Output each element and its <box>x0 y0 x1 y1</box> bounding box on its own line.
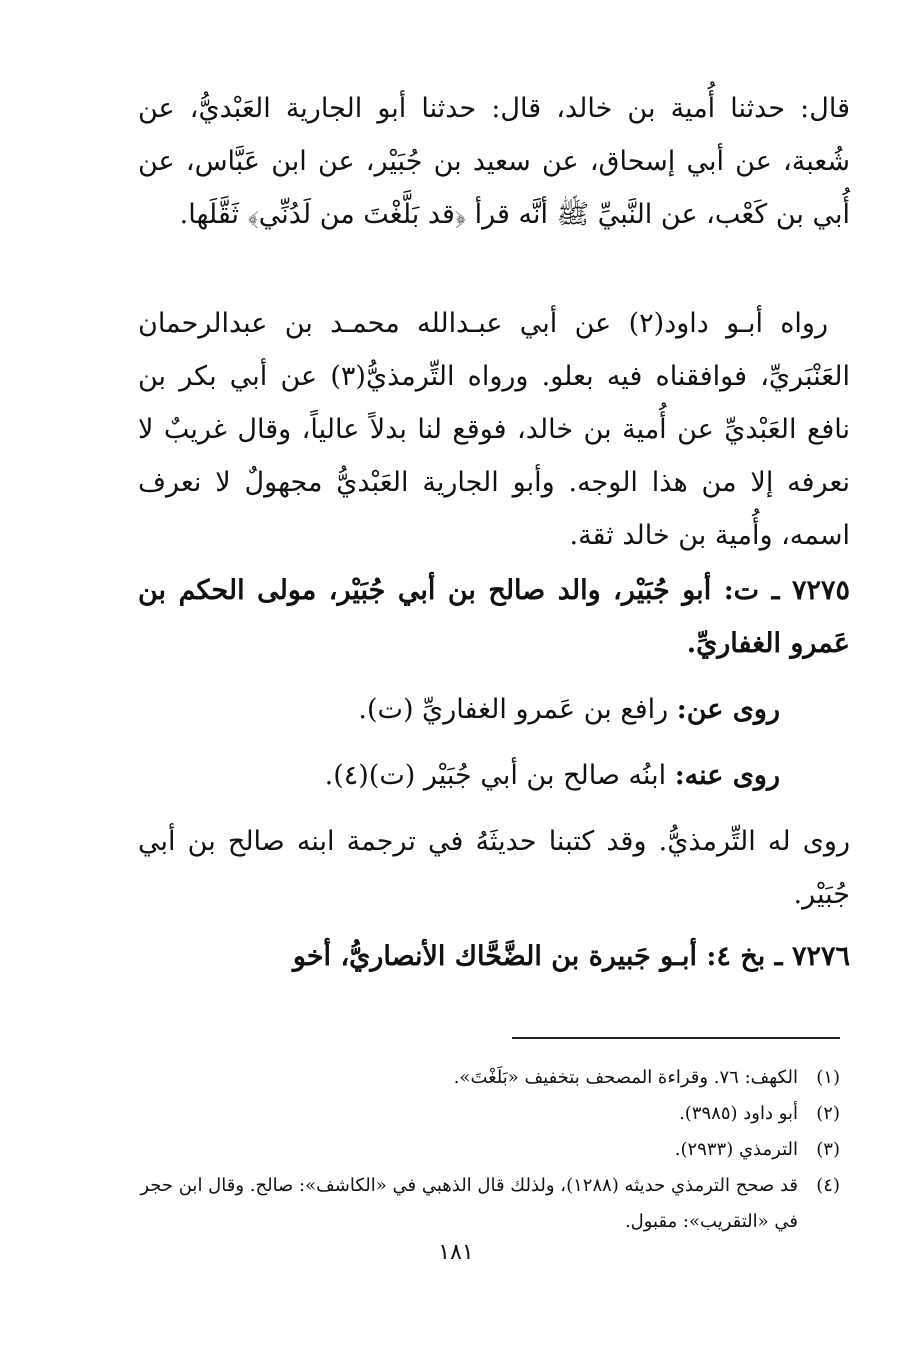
footnote-number: (٤) <box>816 1175 840 1196</box>
entry-7275: ٧٢٧٥ ـ ت: أبو جُبَيْر، والد صالح بن أبي جُبَيْر، مولى الحكم بن عَمرو الغفاريِّ. <box>138 575 850 659</box>
narrated-by-label: روى عنه: <box>674 760 780 791</box>
page-number: ١٨١ <box>438 1240 474 1265</box>
narrated-by-text: ابنُه صالح بن أبي جُبَيْر (ت)(٤). <box>324 760 675 791</box>
footnotes <box>130 1060 840 1240</box>
footnote-number: (٢) <box>816 1103 840 1124</box>
footnote-text: قد صحح الترمذي حديثه (١٢٨٨)، ولذلك قال الذهبي في «الكاشف»: صالح. وقال ابن حجر في «التقريب»: مقبول. <box>140 1175 798 1232</box>
narrated-from-label: روى عن: <box>676 694 780 725</box>
footnote-number: (١) <box>816 1067 840 1088</box>
footnote-number: (٣) <box>816 1139 840 1160</box>
paragraph-hadith: قال: حدثنا أُمية بن خالد، قال: حدثنا أبو الجارية العَبْديُّ، عن شُعبة، عن أبي إسحاق، عن سعيد بن جُبَيْر، عن ابن عَبَّاس، عن أُبي بن كَعْب، عن النَّبيِّ ﷺ أنَّه قرأ ﴿قد بَلَّغْتَ من لَدُنِّي﴾ ثَقَّلَها. <box>138 93 850 230</box>
footnote-text: أبو داود (٣٩٨٥). <box>679 1103 798 1124</box>
footnote-text: الترمذي (٢٩٣٣). <box>674 1139 798 1160</box>
footnote-4 <box>130 1168 840 1240</box>
footnote-3 <box>130 1132 840 1168</box>
narrated-by-line <box>138 749 850 802</box>
paragraph-takhrij: رواه أبـو داود(٢) عن أبي عبـدالله محمـد بن عبدالرحمان العَنْبَريِّ، فوافقناه فيه بعلو. ورواه التِّرمذيُّ(٣) عن أبي بكر بن نافع العَبْديِّ عن أُمية بن خالد، فوقع لنا بدلاً عالياً، وقال غريبٌ لا نعرفه إلا من هذا الوجه. وأبو الجارية العَبْديُّ مجهولٌ لا نعرف اسمه، وأُمية بن خالد ثقة. <box>138 308 850 551</box>
footnote-text: الكهف: ٧٦. وقراءة المصحف بتخفيف «بَلَغْتَ». <box>453 1067 798 1088</box>
narrated-from-line <box>138 683 850 736</box>
footnote-separator <box>512 1037 840 1039</box>
footnote-1 <box>130 1060 840 1096</box>
narrated-from-text: رافع بن عَمرو الغفاريِّ (ت). <box>358 694 677 725</box>
paragraph-tirmidhi: روى له التِّرمذيُّ. وقد كتبنا حديثَهُ في ترجمة ابنه صالح بن أبي جُبَيْر. <box>138 826 850 910</box>
footnote-2 <box>130 1096 840 1132</box>
entry-7276: ٧٢٧٦ ـ بخ ٤: أبـو جَبيرة بن الضَّحَّاك الأنصاريُّ، أخو <box>292 941 850 972</box>
